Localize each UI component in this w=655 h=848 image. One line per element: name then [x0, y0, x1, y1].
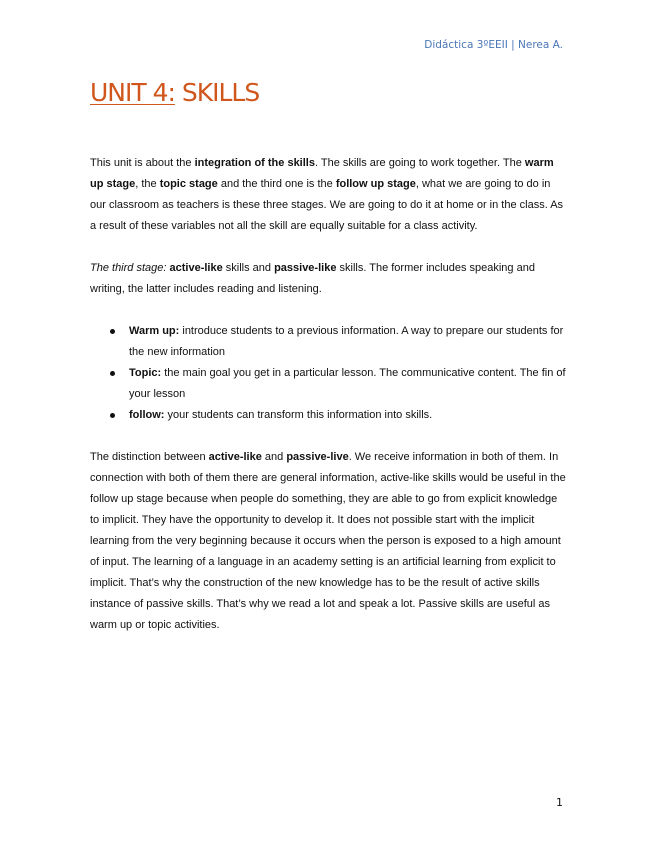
- paragraph-intro: [90, 153, 568, 237]
- title-unit-label: UNIT 4:: [90, 78, 175, 107]
- text-run: skills and: [222, 262, 275, 274]
- paragraph-distinction: [90, 447, 568, 636]
- bold-run: active-like: [169, 262, 223, 274]
- text-run: skills. The former includes speaking and writing, the latter includes reading and listening.: [90, 262, 535, 295]
- list-item: [90, 321, 568, 363]
- text-run: your students can transform this information into skills.: [164, 409, 433, 421]
- text-run: . The skills are going to work together. The: [314, 157, 525, 169]
- bullet-icon: [110, 371, 115, 376]
- bullet-icon: [110, 329, 115, 334]
- page-number: 1: [556, 796, 563, 809]
- bold-run: passive-live: [286, 451, 349, 463]
- bold-run: warm up stage: [90, 157, 554, 190]
- text-run: introduce students to a previous information. A way to prepare our students for the new information: [129, 325, 564, 358]
- italic-run: The third stage:: [90, 262, 167, 274]
- bold-run: Warm up:: [129, 325, 180, 337]
- page-title: [90, 78, 259, 107]
- text-run: the main goal you get in a particular lesson. The communicative content. The fin of your lesson: [129, 367, 566, 400]
- text-run: and: [261, 451, 287, 463]
- bold-run: active-like: [208, 451, 262, 463]
- list-item: [90, 363, 568, 405]
- text-run: , what we are going to do in our classroom as teachers is these three stages. We are going to do it at home or in the class. As a result of these variables not all the skill are equally suitable for a class activity.: [90, 178, 564, 232]
- bold-run: follow up stage: [335, 178, 416, 190]
- bold-run: integration of the skills: [194, 157, 315, 169]
- list-item: [90, 405, 568, 426]
- bold-run: follow:: [129, 409, 165, 421]
- bold-run: topic stage: [159, 178, 218, 190]
- title-skills-label: SKILLS: [174, 78, 260, 107]
- text-run: This unit is about the: [90, 157, 195, 169]
- bold-run: passive-like: [274, 262, 337, 274]
- document-body: [90, 153, 568, 636]
- text-run: and the third one is the: [217, 178, 336, 190]
- paragraph-third-stage: [90, 258, 568, 300]
- bullet-icon: [110, 413, 115, 418]
- text-run: The distinction between: [90, 451, 209, 463]
- bold-run: Topic:: [129, 367, 162, 379]
- text-run: . We receive information in both of them. In connection with both of them there are general information, active-like skills would be useful in the follow up stage because when people do something, they are able to go from explicit knowledge to implicit. They have the opportunity to develop it. It does not possible start with the implicit learning from the very beginning because it occurs when the person is exposed to a high amount of input. The learning of a language in an academy setting is an artificial learning from explicit to implicit. That’s why the construction of the new knowledge has to be the result of active skills instance of passive skills. That’s why we read a lot and speak a lot. Passive skills are useful as warm up or topic activities.: [90, 451, 566, 631]
- stages-bullet-list: [90, 321, 568, 426]
- text-run: , the: [135, 178, 160, 190]
- page-header: Didáctica 3ºEEII | Nerea A.: [424, 39, 563, 51]
